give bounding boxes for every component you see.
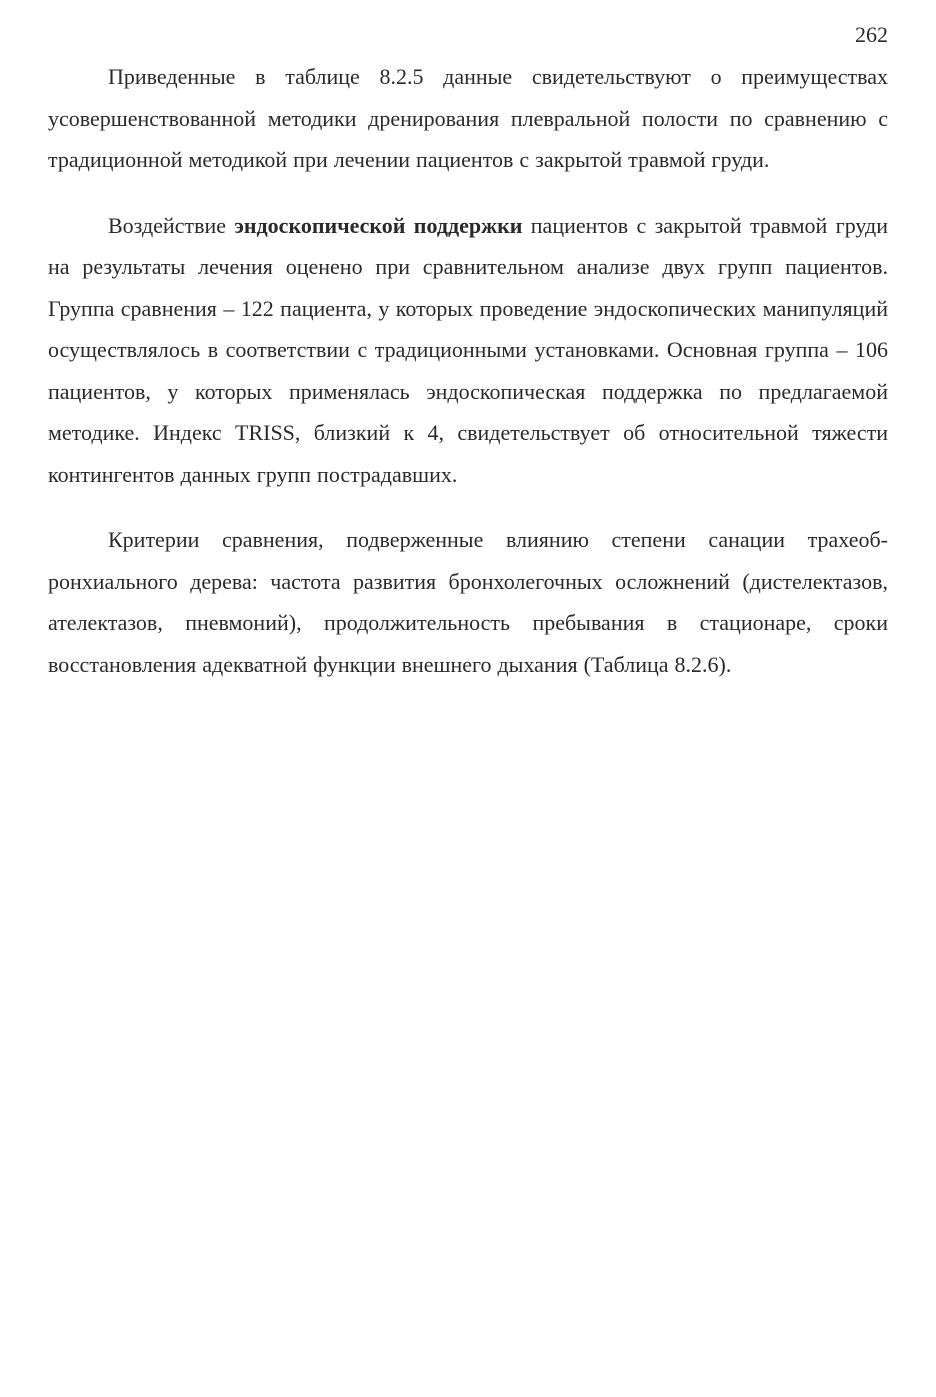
paragraph-endoscopic-support	[48, 205, 888, 496]
paragraph-comparison-criteria: Критерии сравнения, подверженные влиянию степени санации трахеобронхиального дерева: частота развития бронхолегочных осложнений (дистелектазов, ателектазов, пневмоний), продолжительность пребывания в стационаре, сроки восстановления адекватной функции внешнего дыхания (Таблица 8.2.6).	[48, 527, 888, 677]
paragraph-endoscopic-bold-term: эндоскопической поддержки	[234, 212, 523, 238]
document-body	[48, 56, 888, 709]
paragraph-endoscopic-lead: Воздействие	[108, 212, 235, 238]
paragraph-endoscopic-rest: пациентов с закрытой травмой груди на результаты лечения оценено при сравнительном анализе двух групп пациентов. Группа сравнения – 122 пациента, у которых проведение эндоскопических манипуляций осуществлялось в соответствии с традиционными установками. Основная группа – 106 пациентов, у которых применялась эндоскопическая поддержка по предлагаемой методике. Индекс TRISS, близкий к 4, свидетельствует об относительной тяжести контингентов данных групп пострадавших.	[48, 212, 888, 487]
paragraph-drainage-results: Приведенные в таблице 8.2.5 данные свидетельствуют о преимуществах усовершенствованной методики дренирования плевральной полости по сравнению с традиционной методикой при лечении пациентов с закрытой травмой груди.	[48, 64, 888, 172]
page-number: 262	[855, 22, 888, 47]
